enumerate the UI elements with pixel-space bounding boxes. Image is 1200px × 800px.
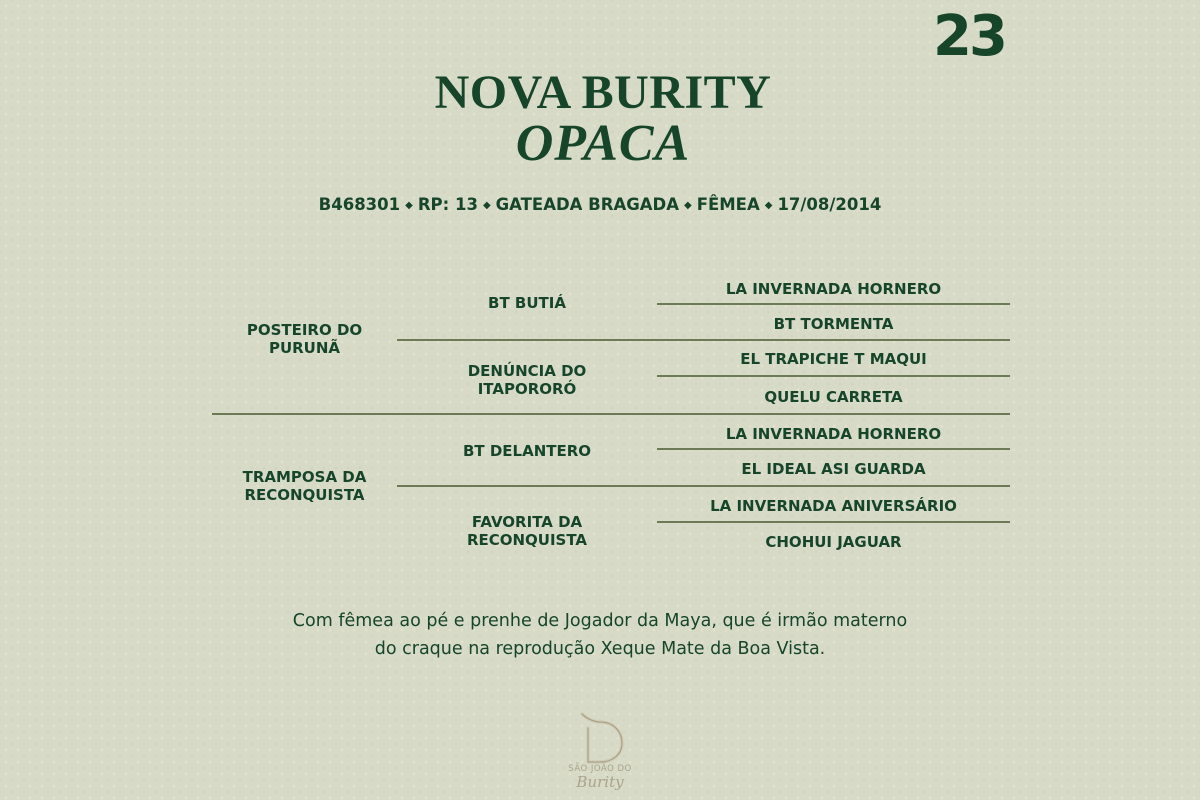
lot-number: 23 [933, 4, 1005, 69]
pedigree-paternal-grandsire: BT BUTIÁ [488, 294, 566, 312]
diamond-separator-icon: ◆ [405, 199, 413, 211]
description [0, 607, 1200, 663]
divider [397, 485, 1010, 487]
pedigree-ggs-3: LA INVERNADA HORNERO [725, 425, 942, 443]
pedigree-dam-line1: TRAMPOSA DA [242, 468, 367, 486]
divider [657, 521, 1010, 523]
divider [657, 375, 1010, 377]
description-line1: Com fêmea ao pé e prenhe de Jogador da Maya, que é irmão materno [292, 611, 908, 631]
pedigree-ggd-3: EL IDEAL ASI GUARDA [741, 460, 926, 478]
pedigree-dam-line2: RECONQUISTA [244, 486, 365, 504]
diamond-separator-icon: ◆ [764, 199, 773, 211]
pedigree-maternal-granddam-line2: RECONQUISTA [466, 531, 588, 549]
divider [397, 339, 1010, 341]
pedigree-paternal-granddam [397, 362, 657, 398]
pedigree-ggd-4: CHOHUI JAGUAR [765, 533, 902, 551]
horse-breeder-title: NOVA BURITY [434, 66, 772, 119]
diamond-separator-icon: ◆ [684, 199, 692, 211]
horse-name-title: OPACA [515, 115, 691, 172]
pedigree-maternal-granddam-line1: FAVORITA DA [471, 513, 583, 531]
birth-date: 17/08/2014 [777, 195, 882, 214]
pedigree-maternal-granddam [397, 513, 657, 549]
logo-d-icon [570, 710, 630, 766]
coat-color: GATEADA BRAGADA [495, 195, 680, 214]
divider [657, 303, 1010, 305]
pedigree-ggs-4: LA INVERNADA ANIVERSÁRIO [710, 497, 957, 515]
pedigree-dam [212, 468, 397, 504]
pedigree-paternal-granddam-line2: ITAPORORÓ [477, 380, 577, 398]
logo-text-line2: Burity [576, 773, 624, 791]
description-line2: do craque na reprodução Xeque Mate da Boa Vista. [374, 639, 826, 659]
pedigree-ggd-2: QUELU CARRETA [764, 388, 903, 406]
pedigree-sire-line2: PURUNÃ [268, 339, 341, 357]
rp-number: RP: 13 [417, 195, 478, 214]
pedigree-maternal-grandsire: BT DELANTERO [462, 442, 592, 460]
logo-text-line1: SÃO JOÃO DO [568, 764, 632, 774]
pedigree-sire-line1: POSTEIRO DO [246, 321, 363, 339]
registration: B468301 [318, 195, 401, 214]
pedigree-sire [212, 321, 397, 357]
pedigree-paternal-granddam-line1: DENÚNCIA DO [467, 362, 587, 380]
logo [555, 710, 645, 800]
pedigree-ggs-2: EL TRAPICHE T MAQUI [740, 350, 927, 368]
pedigree-ggd-1: BT TORMENTA [773, 315, 894, 333]
pedigree-ggs-1: LA INVERNADA HORNERO [725, 280, 942, 298]
diamond-separator-icon: ◆ [482, 199, 491, 211]
horse-info-line [0, 193, 1200, 218]
divider [212, 413, 1010, 415]
sex: FÊMEA [696, 195, 760, 214]
divider [657, 448, 1010, 450]
